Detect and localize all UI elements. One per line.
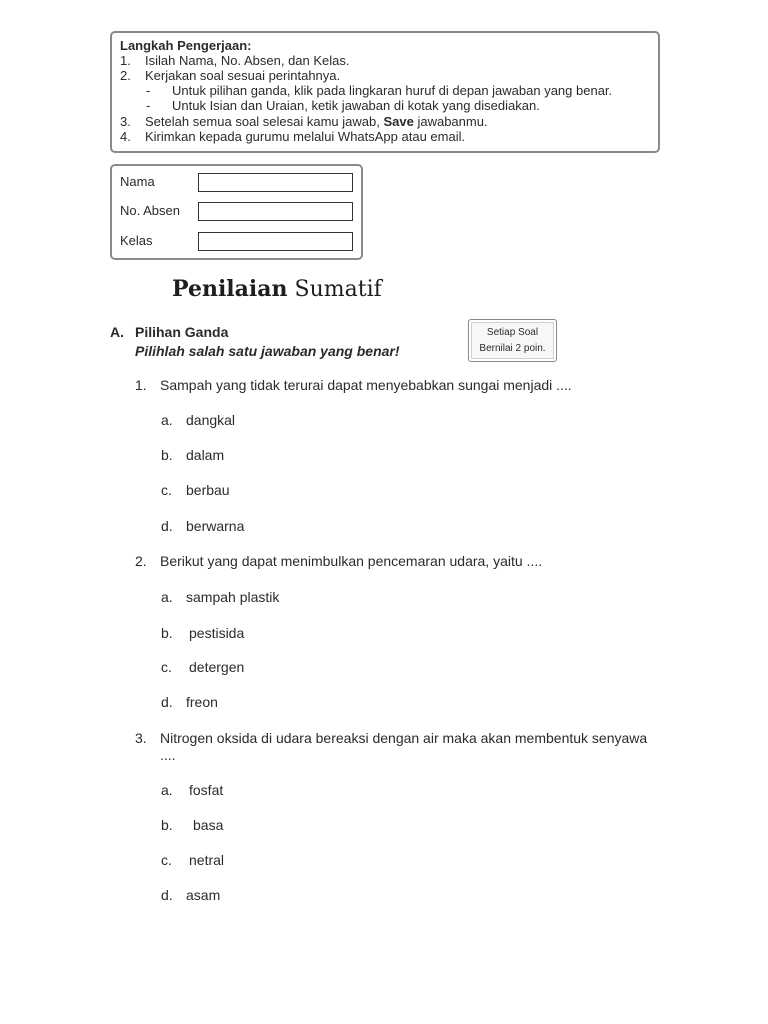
section-instruction: Pilihlah salah satu jawaban yang benar! [135, 343, 400, 359]
points-info-box [468, 319, 557, 362]
instruction-step: 3. Setelah semua soal selesai kamu jawab, Save jawabanmu. [120, 114, 488, 129]
page-title: Penilaian Sumatif [172, 276, 382, 302]
option[interactable]: c. netral [161, 852, 225, 868]
points-line-1: Setiap Soal [486, 327, 539, 338]
nama-input[interactable] [198, 173, 353, 192]
option[interactable]: a. sampah plastik [161, 589, 280, 605]
option[interactable]: d. freon [161, 694, 218, 710]
instruction-step: 2. Kerjakan soal sesuai perintahnya. [120, 68, 341, 83]
points-line-2: Bernilai 2 poin. [479, 343, 546, 354]
instruction-step: 4. Kirimkan kepada gurumu melalui WhatsApp atau email. [120, 129, 466, 144]
option[interactable]: a. fosfat [161, 782, 224, 798]
option[interactable]: c. detergen [161, 659, 245, 675]
question: 1. Sampah yang tidak terurai dapat menyebabkan sungai menjadi .... [135, 377, 572, 393]
question-continuation: .... [160, 747, 176, 763]
option[interactable]: d. asam [161, 887, 221, 903]
option[interactable]: b. dalam [161, 447, 225, 463]
no-absen-input[interactable] [198, 202, 353, 221]
no-absen-label: No. Absen [120, 203, 180, 218]
option[interactable]: a. dangkal [161, 412, 236, 428]
option[interactable]: b. basa [161, 817, 224, 833]
option[interactable]: d. berwarna [161, 518, 245, 534]
question: 3. Nitrogen oksida di udara bereaksi dengan air maka akan membentuk senyawa .... [135, 730, 665, 764]
instructions-title: Langkah Pengerjaan: [120, 38, 252, 53]
instruction-step: 1. Isilah Nama, No. Absen, dan Kelas. [120, 53, 350, 68]
instruction-substep: - Untuk Isian dan Uraian, ketik jawaban di kotak yang disediakan. [146, 98, 540, 113]
kelas-label: Kelas [120, 233, 153, 248]
nama-label: Nama [120, 174, 155, 189]
kelas-input[interactable] [198, 232, 353, 251]
save-keyword: Save [383, 114, 414, 129]
section-heading: A. Pilihan Ganda [110, 324, 229, 340]
option[interactable]: c. berbau [161, 482, 230, 498]
identity-form [110, 164, 363, 260]
question: 2. Berikut yang dapat menimbulkan pencemaran udara, yaitu .... [135, 553, 543, 569]
instruction-substep: - Untuk pilihan ganda, klik pada lingkaran huruf di depan jawaban yang benar. [146, 83, 613, 98]
option[interactable]: b. pestisida [161, 625, 245, 641]
instructions-box [110, 31, 660, 153]
